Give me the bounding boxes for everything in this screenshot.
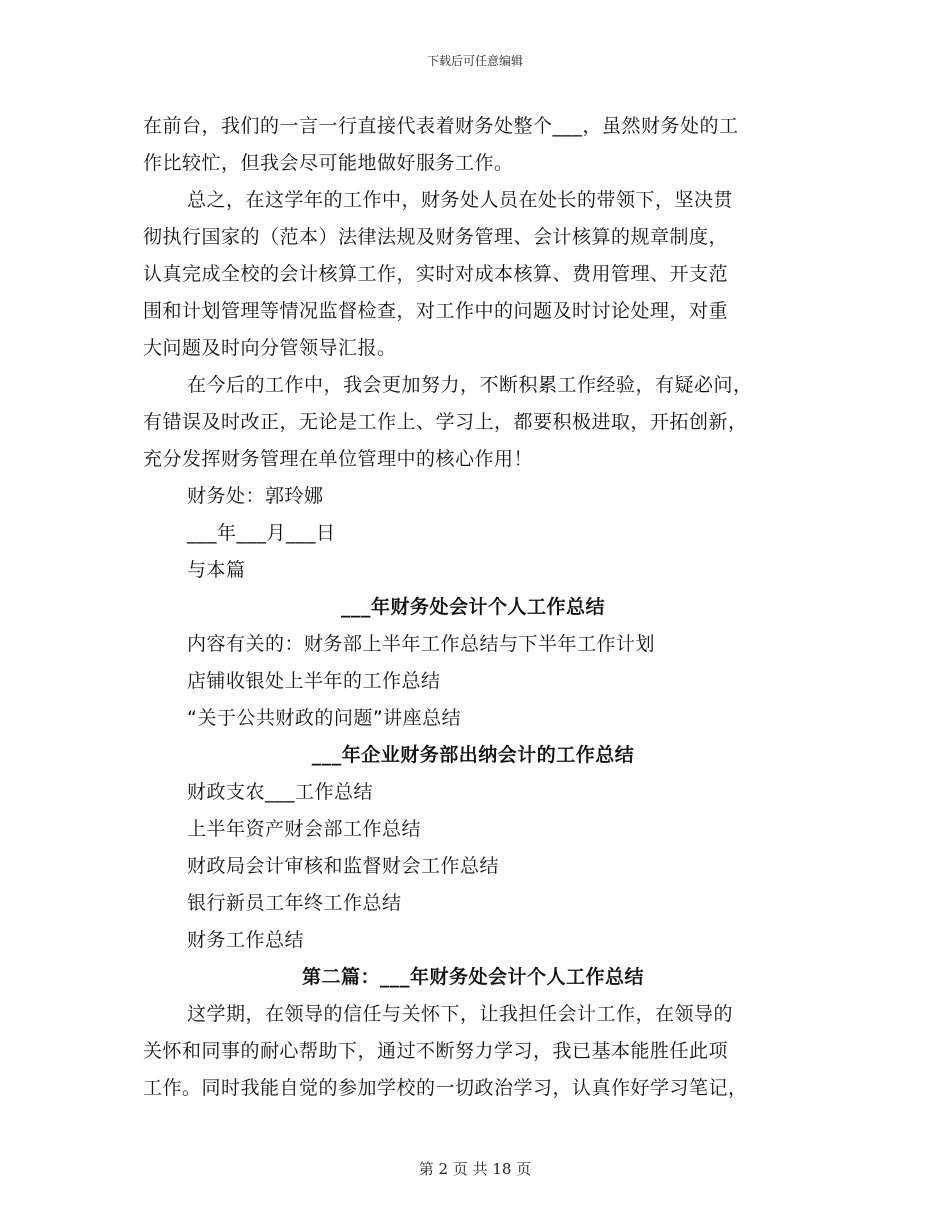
text-line: 银行新员工年终工作总结 xyxy=(187,892,402,914)
text-line: 围和计划管理等情况监督检查，对工作中的问题及时讨论处理，对重 xyxy=(143,300,729,322)
text-line: 在今后的工作中，我会更加努力，不断积累工作经验，有疑必问， xyxy=(187,374,753,396)
text-line: 财政支农___工作总结 xyxy=(187,781,374,803)
text-line: 这学期，在领导的信任与关怀下，让我担任会计工作，在领导的 xyxy=(187,1003,734,1025)
text-line: 在前台，我们的一言一行直接代表着财务处整个___，虽然财务处的工 xyxy=(143,115,739,137)
text-line: 大问题及时向分管领导汇报。 xyxy=(143,337,397,359)
text-line: 店铺收银处上半年的工作总结 xyxy=(187,670,441,692)
text-line: 关怀和同事的耐心帮助下，通过不断努力学习，我已基本能胜任此项 xyxy=(143,1040,729,1062)
text-line: 上半年资产财会部工作总结 xyxy=(187,818,422,840)
section-heading: 第二篇：___年财务处会计个人工作总结 xyxy=(301,966,644,988)
text-line: 作比较忙，但我会尽可能地做好服务工作。 xyxy=(143,152,514,174)
text-line: 财务工作总结 xyxy=(187,929,305,951)
text-line: 与本篇 xyxy=(187,559,246,581)
text-line: 认真完成全校的会计核算工作，实时对成本核算、费用管理、开支范 xyxy=(143,263,729,285)
text-line: 内容有关的：财务部上半年工作总结与下半年工作计划 xyxy=(187,633,656,655)
text-line: 有错误及时改正，无论是工作上、学习上，都要积极进取，开拓创新， xyxy=(143,411,748,433)
text-line: 总之，在这学年的工作中，财务处人员在处长的带领下，坚决贯 xyxy=(187,189,734,211)
section-heading: ___年企业财务部出纳会计的工作总结 xyxy=(311,744,635,766)
text-line: 财务处：郭玲娜 xyxy=(187,485,324,507)
text-line: 财政局会计审核和监督财会工作总结 xyxy=(187,855,500,877)
page-header: 下载后可任意编辑 xyxy=(426,54,523,68)
text-line: 彻执行国家的（范本）法律法规及财务管理、会计核算的规章制度， xyxy=(143,226,729,248)
text-line: 工作。同时我能自觉的参加学校的一切政治学习，认真作好学习笔记， xyxy=(143,1077,748,1099)
text-line: 充分发挥财务管理在单位管理中的核心作用！ xyxy=(143,448,534,470)
text-line: ___年___月___日 xyxy=(187,522,336,544)
document-body xyxy=(143,108,803,1107)
section-heading: ___年财务处会计个人工作总结 xyxy=(340,596,605,618)
text-line: “关于公共财政的问题”讲座总结 xyxy=(187,707,462,729)
page-footer: 第 2 页 共 18 页 xyxy=(418,1160,532,1178)
